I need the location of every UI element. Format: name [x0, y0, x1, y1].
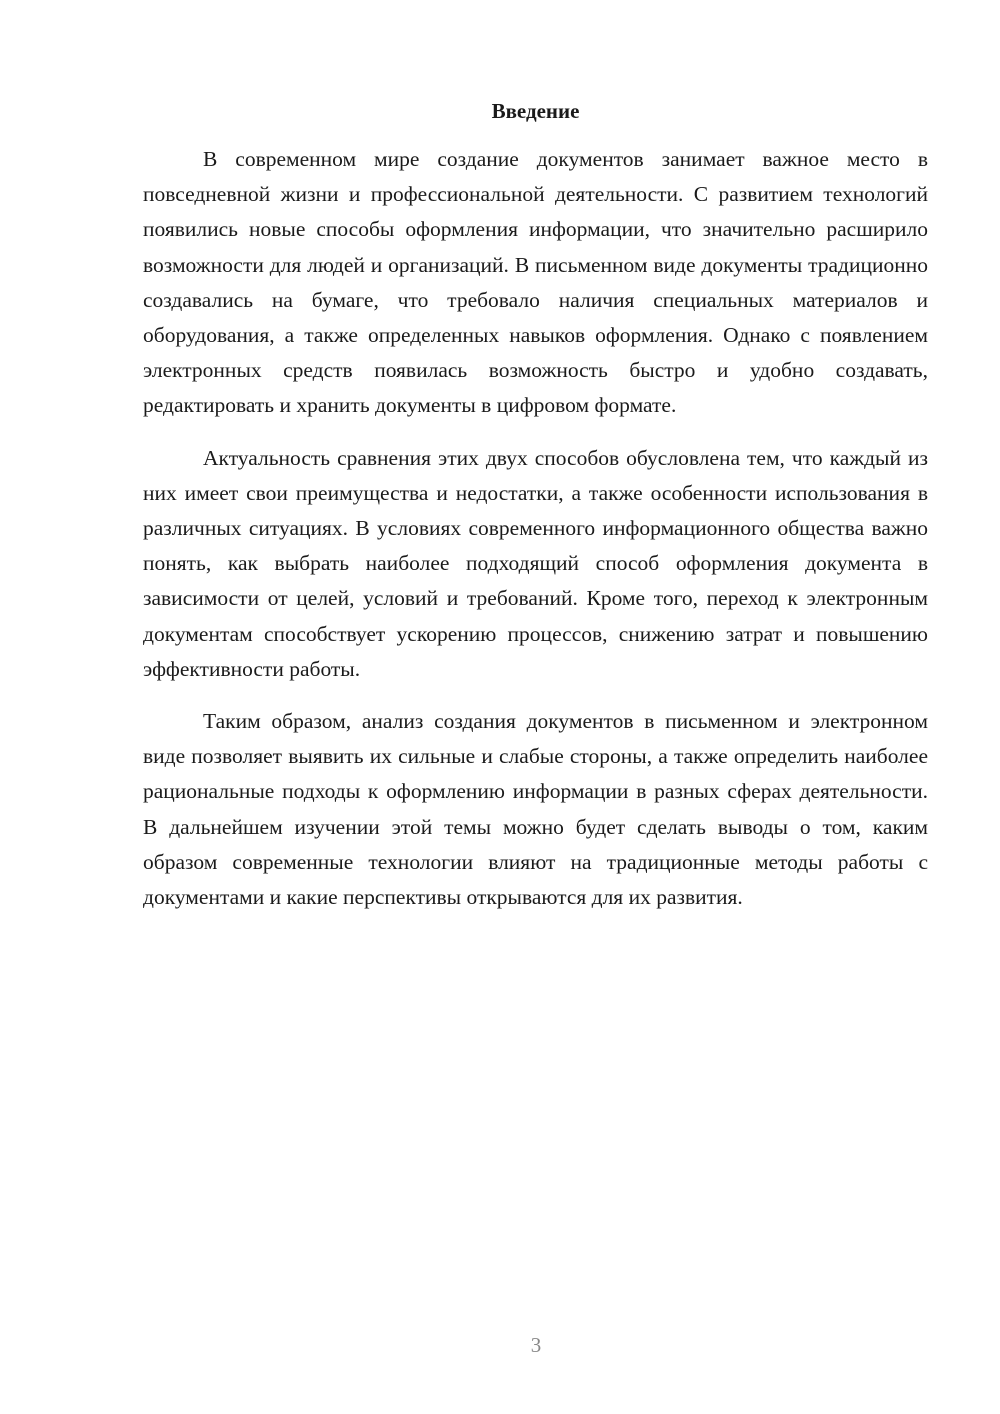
page-number: 3 — [530, 1333, 542, 1357]
paragraph-3: Таким образом, анализ создания документов в письменном и электронном виде позволяет выявить их сильные и слабые стороны, а также определить наиболее рациональные подходы к оформлению информации в разных сферах деятельности. В дальнейшем изучении этой темы можно будет сделать выводы о том, каким образом современные технологии влияют на традиционные методы работы с документами и какие перспективы открываются для их развития. — [143, 709, 928, 910]
page-title: Введение — [491, 99, 580, 123]
document-body — [143, 142, 928, 932]
paragraph-1: В современном мире создание документов занимает важное место в повседневной жизни и профессиональной деятельности. С развитием технологий появились новые способы оформления информации, что значительно расширило возможности для людей и организаций. В письменном виде документы традиционно создавались на бумаге, что требовало наличия специальных материалов и оборудования, а также определенных навыков оформления. Однако с появлением электронных средств появилась возможность быстро и удобно создавать, редактировать и хранить документы в цифровом формате. — [143, 147, 928, 418]
paragraph-2: Актуальность сравнения этих двух способов обусловлена тем, что каждый из них имеет свои преимущества и недостатки, а также особенности использования в различных ситуациях. В условиях современного информационного общества важно понять, как выбрать наиболее подходящий способ оформления документа в зависимости от целей, условий и требований. Кроме того, переход к электронным документам способствует ускорению процессов, снижению затрат и повышению эффективности работы. — [143, 445, 928, 681]
